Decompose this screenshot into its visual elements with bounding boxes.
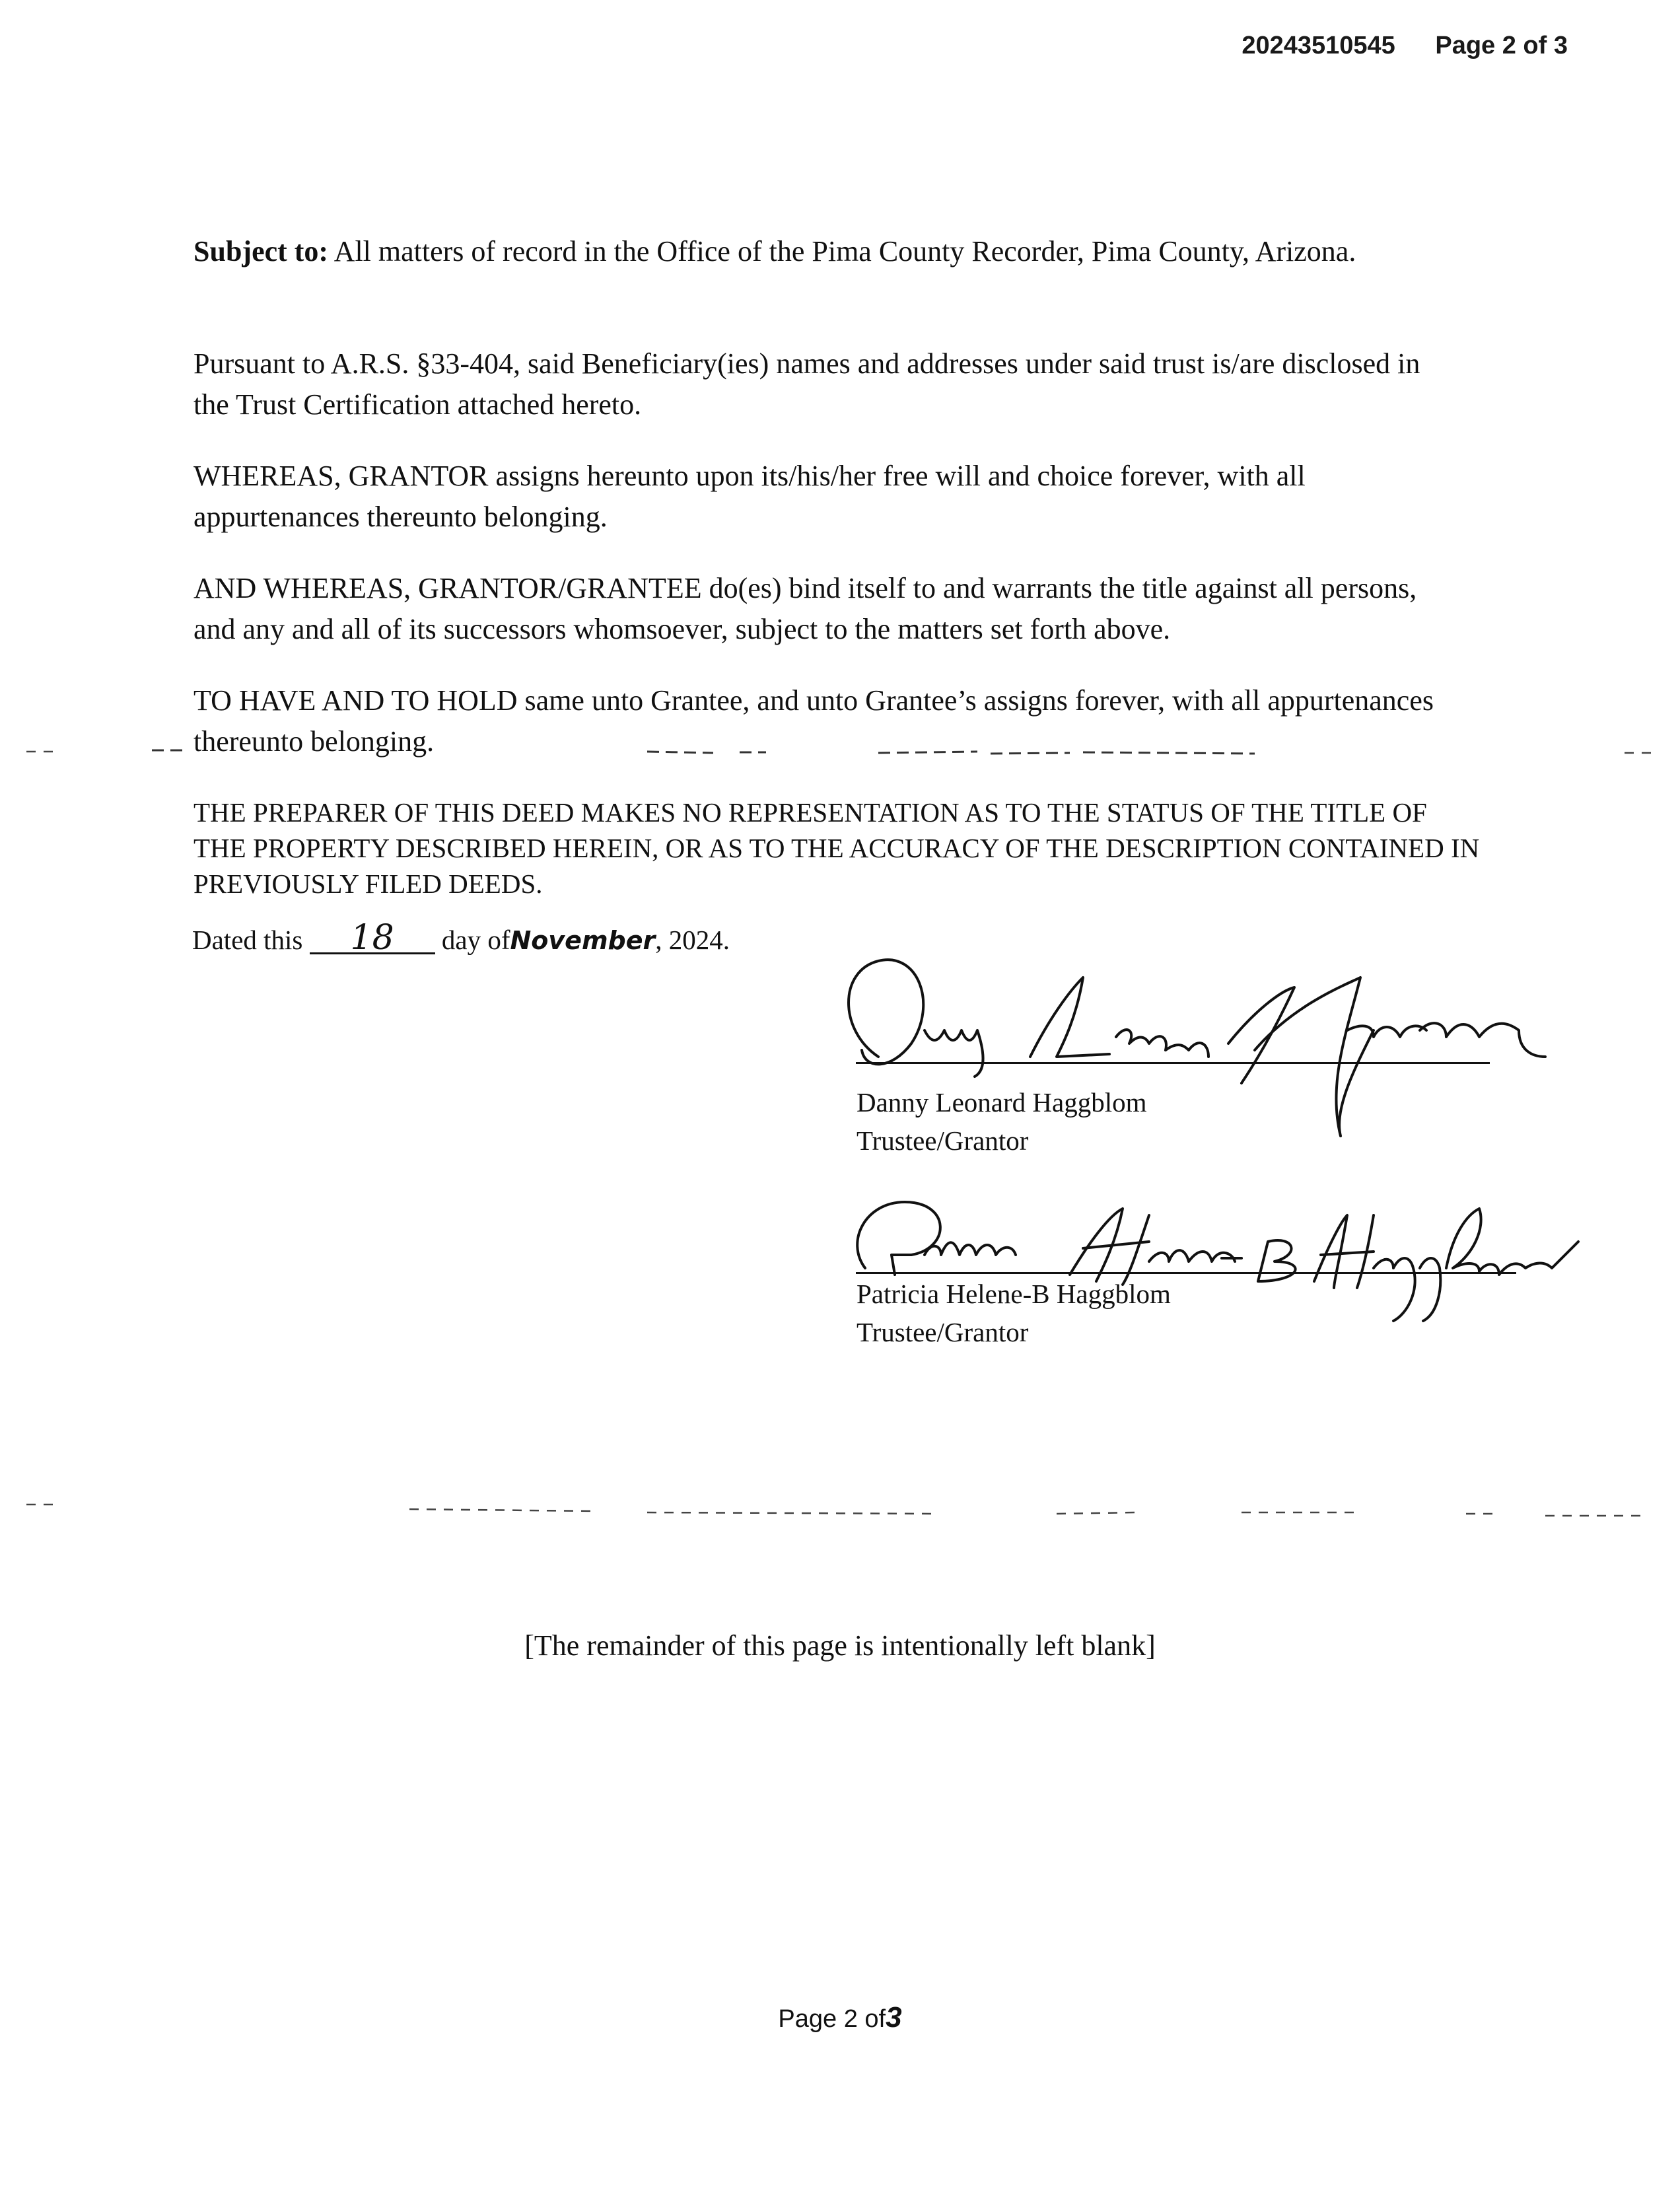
signature-line-1 [856,1062,1490,1064]
signer-1-name: Danny Leonard Haggblom [857,1087,1147,1117]
handwritten-month: November [510,926,656,955]
page-label: Page 2 of 3 [1435,32,1568,59]
footer-total-page: 3 [886,2001,902,2034]
subject-paragraph [193,231,1448,272]
dated-prefix: Dated this [192,925,303,955]
whereas-paragraph: WHEREAS, GRANTOR assigns hereunto upon its/his/her free will and choice forever, with all appurtenances thereunto belonging. [193,460,1306,533]
dated-year: , 2024. [655,925,730,955]
subject-text: All matters of record in the Office of the Pima County Recorder, Pima County, Arizona. [328,235,1356,267]
and-whereas-paragraph: AND WHEREAS, GRANTOR/GRANTEE do(es) bind itself to and warrants the title against all persons, and any and all of its successors whomsoever, subject to the matters set forth above. [193,572,1417,645]
signer-1-role: Trustee/Grantor [857,1125,1029,1156]
dated-line [192,918,730,958]
to-have-paragraph: TO HAVE AND TO HOLD same unto Grantee, and unto Grantee’s assigns forever, with all appurtenances thereunto belonging. [193,684,1434,758]
footer-prefix: Page 2 of [778,2005,886,2033]
dated-middle: day of [441,925,510,955]
subject-label: Subject to: [193,235,329,267]
document-header [1242,32,1568,60]
remainder-note: [The remainder of this page is intentionally left blank] [524,1629,1156,1662]
page-footer [0,2001,1680,2034]
preparer-disclaimer: THE PREPARER OF THIS DEED MAKES NO REPRESENTATION AS TO THE STATUS OF THE TITLE OF THE PROPERTY DESCRIBED HEREIN, OR AS TO THE ACCURACY OF THE DESCRIPTION CONTAINED IN PREVIOUSLY FILED DEEDS. [193,797,1480,899]
signer-2-role: Trustee/Grantor [857,1317,1029,1347]
day-field [310,918,435,958]
pursuant-paragraph: Pursuant to A.R.S. §33-404, said Beneficiary(ies) names and addresses under said trust is/are disclosed in the Trust Certification attached hereto. [193,347,1420,421]
signer-2-name: Patricia Helene-B Haggblom [857,1279,1171,1309]
document-number: 20243510545 [1242,32,1395,59]
handwritten-day: 18 [350,918,394,958]
signature-line-2 [856,1272,1516,1274]
